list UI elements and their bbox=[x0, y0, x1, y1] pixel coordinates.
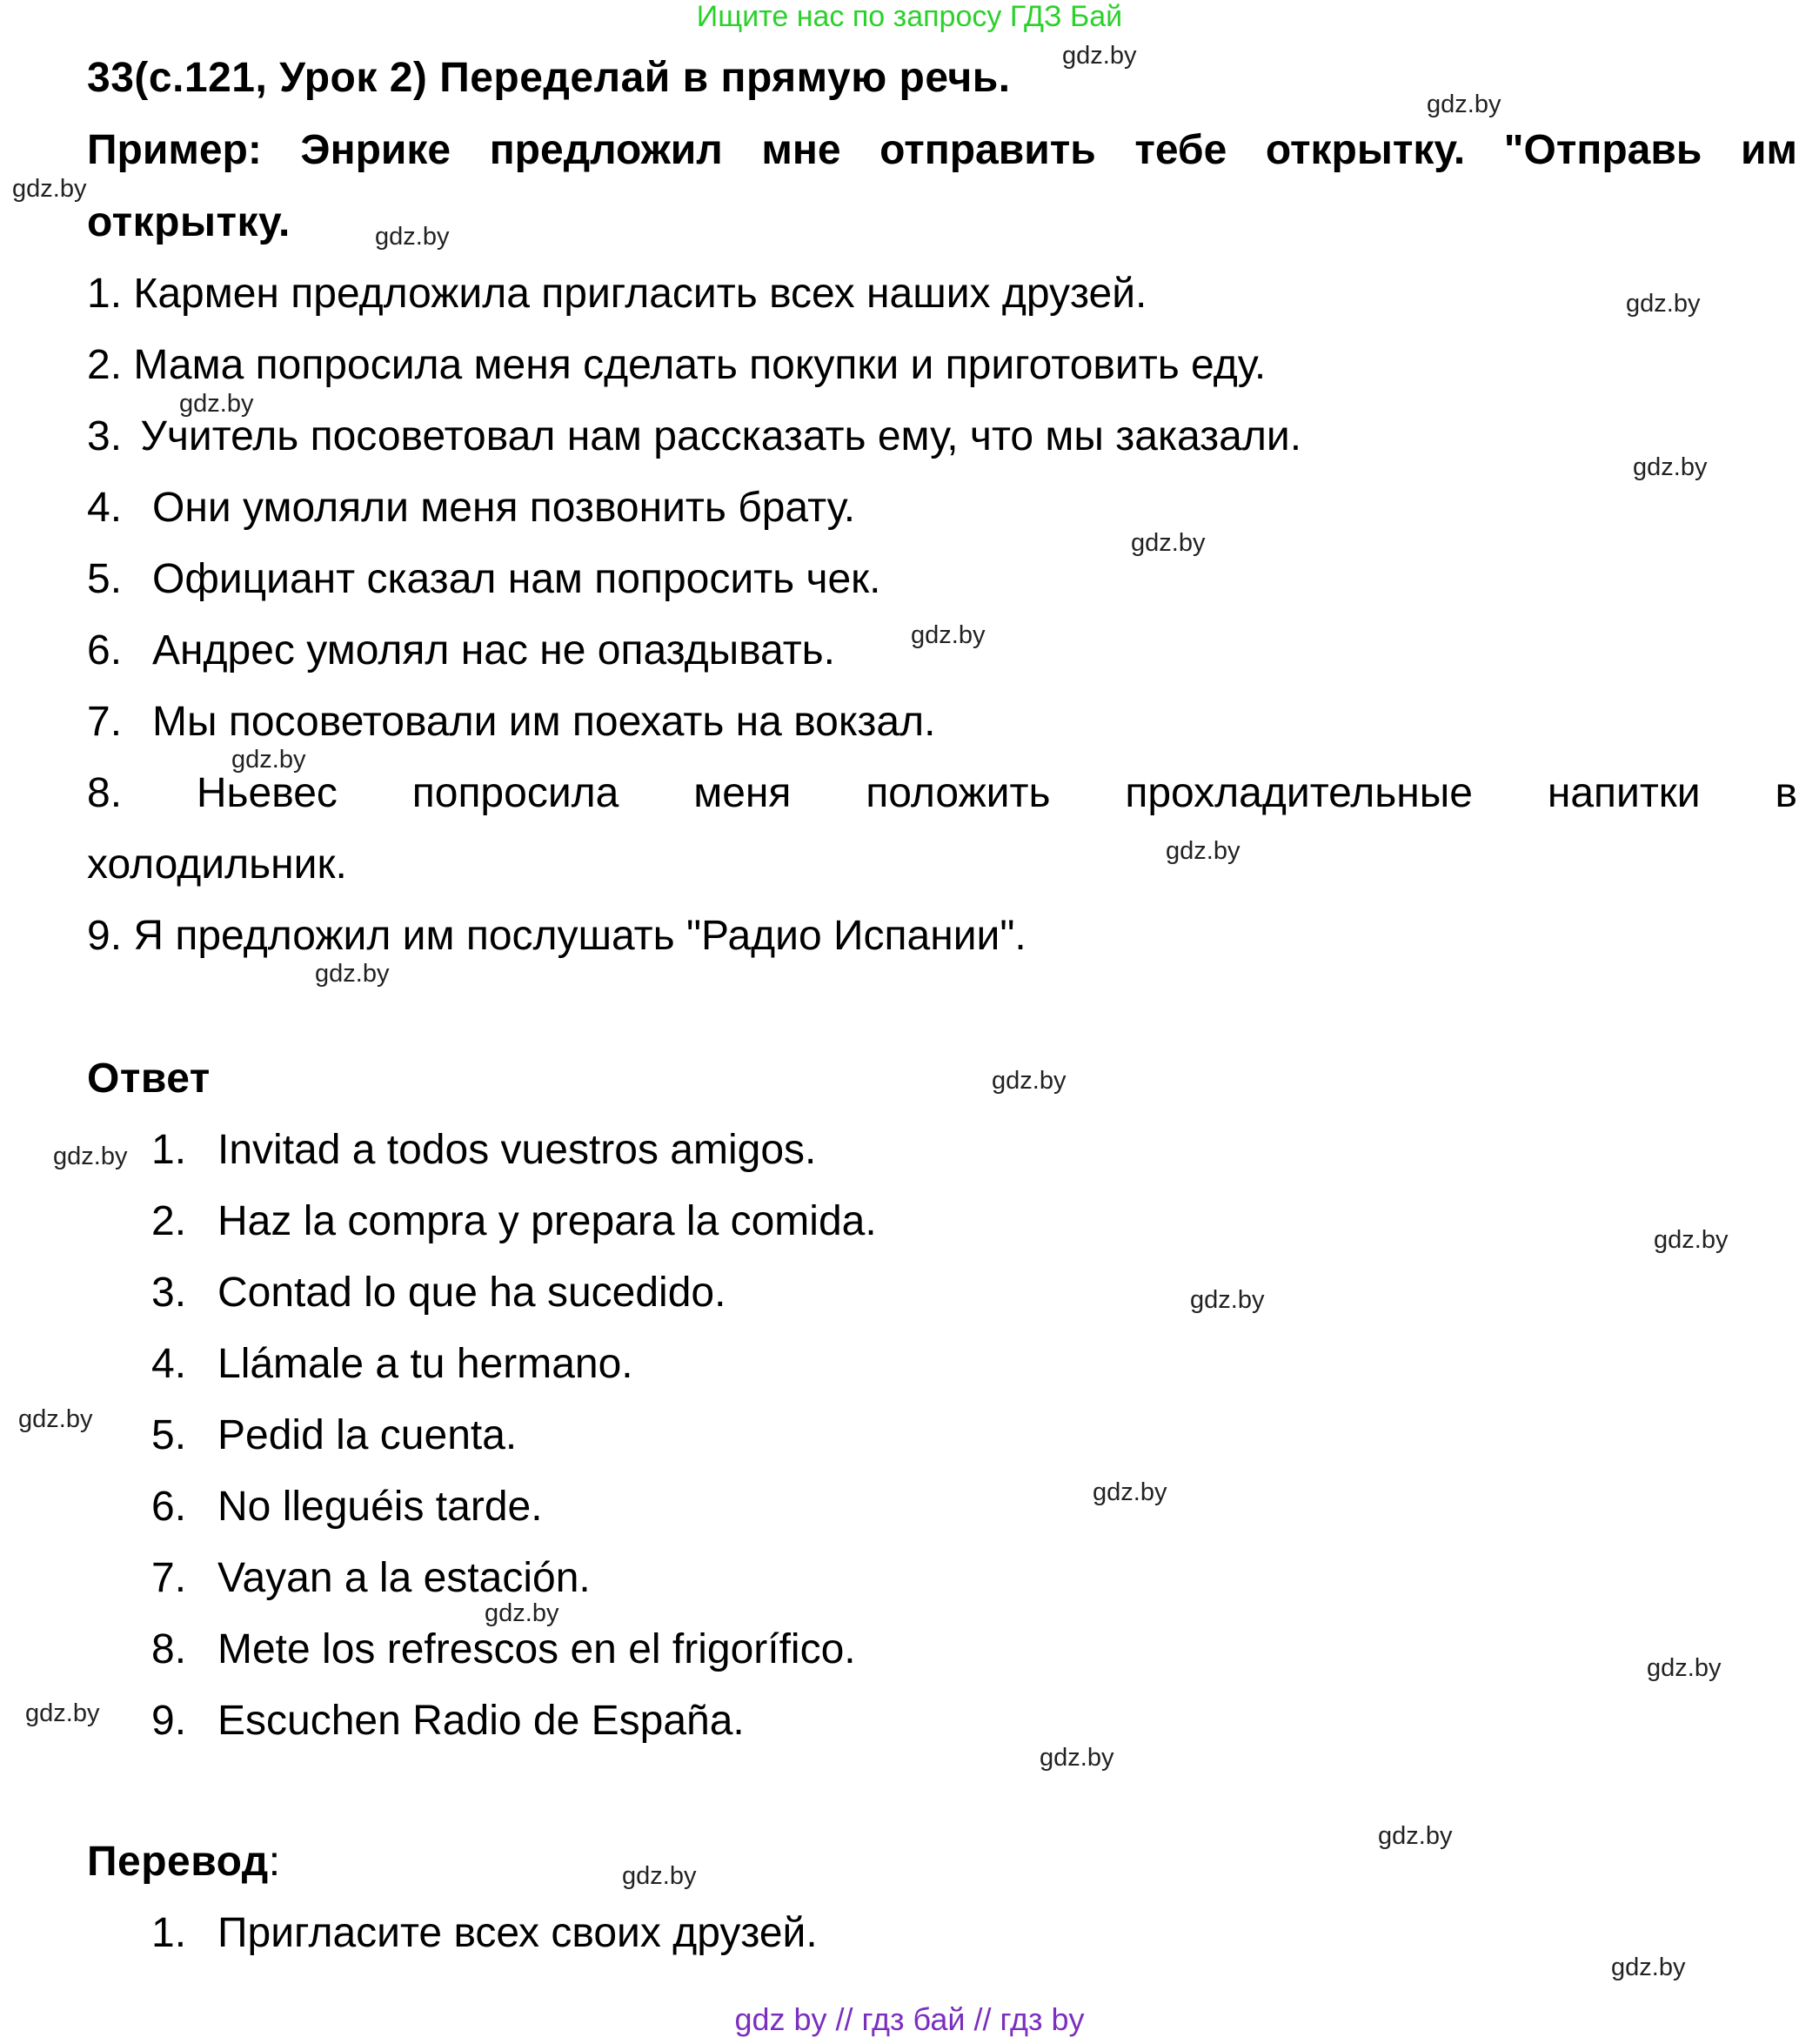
item-text: Они умоляли меня позвонить брату. bbox=[152, 485, 856, 531]
task-item-2 bbox=[87, 341, 1266, 389]
item-number: 3. bbox=[151, 1270, 187, 1316]
answer-item-4 bbox=[151, 1340, 633, 1388]
watermark: gdz.by bbox=[1427, 90, 1501, 118]
watermark: gdz.by bbox=[485, 1599, 559, 1627]
answer-item-2 bbox=[151, 1197, 877, 1245]
answer-item-9 bbox=[151, 1697, 745, 1745]
item-number: 4. bbox=[87, 485, 123, 531]
answer-item-1 bbox=[151, 1126, 816, 1174]
answer-item-7 bbox=[151, 1554, 591, 1602]
task-item-4 bbox=[87, 484, 855, 532]
item-number: 4. bbox=[151, 1341, 187, 1387]
watermark: gdz.by bbox=[18, 1405, 93, 1433]
item-text: Haz la compra y prepara la comida. bbox=[217, 1198, 877, 1244]
item-number: 7. bbox=[87, 699, 123, 745]
item-text: Учитель посоветовал нам рассказать ему, что мы заказали. bbox=[140, 413, 1302, 459]
item-text: Llámale a tu hermano. bbox=[217, 1341, 633, 1387]
translation-colon: : bbox=[268, 1839, 281, 1885]
watermark: gdz.by bbox=[1166, 837, 1241, 865]
translation-item-1 bbox=[151, 1909, 818, 1957]
watermark: gdz.by bbox=[911, 621, 986, 649]
item-word: меня bbox=[693, 770, 792, 816]
watermark: gdz.by bbox=[1633, 453, 1708, 481]
example-line-1 bbox=[87, 126, 1797, 174]
item-word: в bbox=[1775, 770, 1797, 816]
item-text: No lleguéis tarde. bbox=[217, 1484, 543, 1530]
watermark: gdz.by bbox=[25, 1699, 100, 1727]
watermark: gdz.by bbox=[179, 390, 254, 418]
task-item-6 bbox=[87, 627, 835, 674]
translation-heading bbox=[87, 1838, 281, 1886]
watermark: gdz.by bbox=[1040, 1744, 1114, 1772]
item-number: 6. bbox=[151, 1484, 187, 1530]
task-item-3 bbox=[87, 412, 1301, 460]
watermark: gdz.by bbox=[1378, 1822, 1453, 1850]
item-number: 7. bbox=[151, 1555, 187, 1601]
watermark: gdz.by bbox=[12, 175, 87, 203]
watermark: gdz.by bbox=[1190, 1286, 1265, 1314]
item-text: Мама попросила меня сделать покупки и приготовить еду. bbox=[133, 342, 1267, 388]
example-word: "Отправь bbox=[1503, 127, 1702, 173]
item-number: 5. bbox=[151, 1412, 187, 1458]
item-text: Кармен предложила пригласить всех наших друзей. bbox=[133, 271, 1147, 317]
item-number: 1. bbox=[87, 271, 123, 317]
item-text: Escuchen Radio de España. bbox=[217, 1698, 745, 1744]
item-number: 3. bbox=[87, 413, 123, 459]
answer-heading: Ответ bbox=[87, 1056, 211, 1102]
item-number: 2. bbox=[151, 1198, 187, 1244]
example-word: Пример: bbox=[87, 127, 262, 173]
example-word: открытку. bbox=[1265, 127, 1466, 173]
item-number: 1. bbox=[151, 1127, 187, 1173]
task-item-7 bbox=[87, 698, 935, 746]
watermark: gdz.by bbox=[231, 746, 306, 774]
watermark: gdz.by bbox=[1626, 290, 1701, 318]
watermark: gdz.by bbox=[622, 1862, 697, 1890]
item-word: Ньевес bbox=[196, 770, 338, 816]
translation-heading-text: Перевод bbox=[87, 1839, 269, 1885]
task-item-8-line-2: холодильник. bbox=[87, 841, 347, 888]
task-item-5 bbox=[87, 555, 881, 603]
watermark: gdz.by bbox=[1647, 1654, 1722, 1682]
answer-item-5 bbox=[151, 1411, 517, 1459]
item-number: 9. bbox=[151, 1698, 187, 1744]
item-text: Пригласите всех своих друзей. bbox=[217, 1910, 818, 1956]
item-text: Pedid la cuenta. bbox=[217, 1412, 518, 1458]
watermark: gdz.by bbox=[1093, 1478, 1167, 1506]
answer-item-3 bbox=[151, 1269, 726, 1317]
item-word: попросила bbox=[411, 770, 619, 816]
item-text: Андрес умолял нас не опаздывать. bbox=[152, 627, 836, 674]
item-word: прохладительные bbox=[1125, 770, 1473, 816]
item-number: 6. bbox=[87, 627, 123, 674]
item-number: 1. bbox=[151, 1910, 187, 1956]
task-item-9: 9. Я предложил им послушать "Радио Испании". bbox=[87, 913, 1027, 959]
search-banner: Ищите нас по запросу ГДЗ Бай bbox=[696, 0, 1123, 33]
item-word: положить bbox=[866, 770, 1051, 816]
item-number: 2. bbox=[87, 342, 123, 388]
example-line-2: открытку. bbox=[87, 199, 291, 245]
item-text: Invitad a todos vuestros amigos. bbox=[217, 1127, 817, 1173]
example-word: предложил bbox=[489, 127, 723, 173]
answer-item-6 bbox=[151, 1483, 543, 1531]
task-title: 33(с.121, Урок 2) Переделай в прямую речь. bbox=[87, 55, 1011, 101]
watermark: gdz.by bbox=[315, 960, 390, 988]
watermark: gdz.by bbox=[375, 223, 450, 251]
item-word: напитки bbox=[1547, 770, 1701, 816]
watermark: gdz.by bbox=[1062, 42, 1137, 70]
item-number: 8. bbox=[151, 1626, 187, 1672]
watermark: gdz.by bbox=[1654, 1226, 1729, 1254]
item-text: Contad lo que ha sucedido. bbox=[217, 1270, 726, 1316]
item-text: Mete los refrescos en el frigorífico. bbox=[217, 1626, 856, 1672]
watermark: gdz.by bbox=[992, 1067, 1067, 1095]
example-word: отправить bbox=[879, 127, 1096, 173]
task-item-1 bbox=[87, 270, 1147, 318]
item-text: Мы посоветовали им поехать на вокзал. bbox=[152, 699, 936, 745]
example-word: тебе bbox=[1134, 127, 1227, 173]
answer-item-8 bbox=[151, 1625, 856, 1673]
item-text: Официант сказал нам попросить чек. bbox=[152, 556, 881, 602]
watermark: gdz.by bbox=[1611, 1954, 1686, 1981]
example-word: им bbox=[1740, 127, 1797, 173]
item-text: Vayan a la estación. bbox=[217, 1555, 591, 1601]
example-word: мне bbox=[761, 127, 841, 173]
watermark: gdz.by bbox=[1131, 529, 1206, 557]
footer-links: gdz by // гдз бай // гдз by bbox=[734, 2001, 1085, 2037]
item-number: 8. bbox=[87, 770, 123, 816]
watermark: gdz.by bbox=[53, 1143, 128, 1170]
item-number: 5. bbox=[87, 556, 123, 602]
task-item-8 bbox=[87, 769, 1797, 817]
example-word: Энрике bbox=[300, 127, 451, 173]
